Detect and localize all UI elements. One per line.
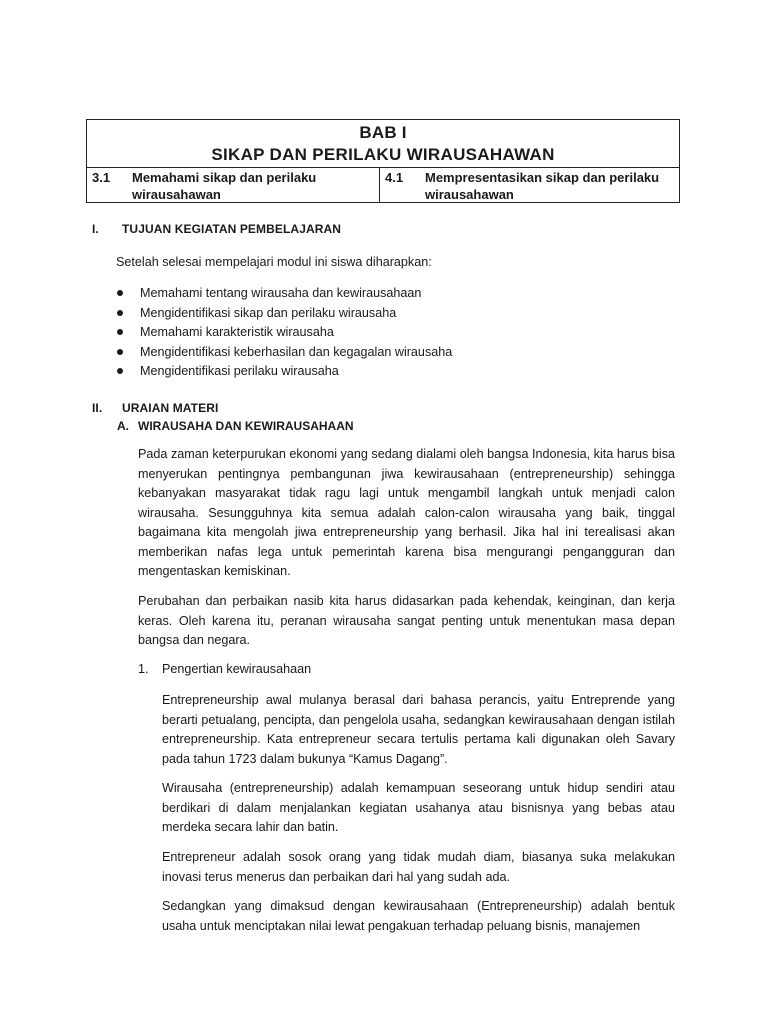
body-paragraph: Entrepreneurship awal mulanya berasal dari bahasa perancis, yaitu Entreprende yang berarti petualang, pencipta, dan pengelola usaha, sedangkan kewirausahaan dengan istilah entrepreneurship. Kata entrepreneur secara tertulis pertama kali digunakan oleh Savary pada tahun 1723 dalam bukunya “Kamus Dagang”. bbox=[162, 693, 675, 766]
section-number: I. bbox=[92, 222, 99, 236]
bullet-icon bbox=[117, 329, 123, 335]
list-item: Mengidentifikasi keberhasilan dan kegagalan wirausaha bbox=[116, 343, 452, 363]
numbered-heading-title: Pengertian kewirausahaan bbox=[162, 662, 312, 676]
bullet-icon bbox=[117, 310, 123, 316]
list-item: Memahami karakteristik wirausaha bbox=[116, 323, 452, 343]
body-paragraph: Perubahan dan perbaikan nasib kita harus didasarkan pada kehendak, keinginan, dan kerja keras. Oleh karena itu, peranan wirausaha sangat penting untuk menentukan masa depan bangsa dan negara. bbox=[138, 594, 675, 647]
chapter-title-block bbox=[87, 120, 679, 168]
section-number: II. bbox=[92, 401, 103, 415]
list-item: Memahami tentang wirausaha dan kewirausahaan bbox=[116, 284, 452, 304]
competency-text: Memahami sikap dan perilaku wirausahawan bbox=[132, 170, 317, 202]
section-heading-2 bbox=[92, 401, 218, 415]
competency-cell-3-1 bbox=[87, 168, 380, 203]
section-title: URAIAN MATERI bbox=[122, 401, 219, 415]
subsection-letter: A. bbox=[117, 419, 129, 433]
numbered-heading-1 bbox=[138, 662, 311, 676]
list-item: Mengidentifikasi sikap dan perilaku wirausaha bbox=[116, 304, 452, 324]
objectives-list bbox=[116, 284, 452, 382]
bullet-icon bbox=[117, 368, 123, 374]
competency-number: 4.1 bbox=[385, 170, 404, 185]
subsection-heading-a bbox=[117, 419, 354, 433]
subsection-title: WIRAUSAHA DAN KEWIRAUSAHAAN bbox=[138, 419, 354, 433]
chapter-title: SIKAP DAN PERILAKU WIRAUSAHAWAN bbox=[211, 145, 555, 164]
body-paragraph: Sedangkan yang dimaksud dengan kewirausahaan (Entrepreneurship) adalah bentuk usaha untuk menciptakan nilai lewat pengakuan terhadap peluang bisnis, manajemen bbox=[162, 899, 675, 933]
body-paragraph: Entrepreneur adalah sosok orang yang tidak mudah diam, biasanya suka melakukan inovasi terus menerus dan perbaikan dari hal yang sudah ada. bbox=[162, 850, 675, 884]
section-title: TUJUAN KEGIATAN PEMBELAJARAN bbox=[122, 222, 342, 236]
body-paragraph: Wirausaha (entrepreneurship) adalah kemampuan seseorang untuk hidup sendiri atau berdikari di dalam menjalankan kegiatan usahanya atau bisnisnya yang bebas atau merdeka secara lahir dan batin. bbox=[162, 781, 675, 834]
section-heading-1 bbox=[92, 222, 341, 236]
competency-row bbox=[87, 168, 679, 203]
competency-cell-4-1 bbox=[380, 168, 679, 203]
competency-number: 3.1 bbox=[92, 170, 111, 185]
numbered-heading-number: 1. bbox=[138, 662, 149, 676]
chapter-number: BAB I bbox=[359, 123, 407, 142]
body-paragraph: Pada zaman keterpurukan ekonomi yang sedang dialami oleh bangsa Indonesia, kita harus bisa menyerukan pentingnya pembangunan jiwa kewirausahaan (entrepreneurship) sehingga kebanyakan masyarakat tidak ragu lagi untuk mengambil langkah untuk menjadi calon wirausaha. Sesungguhnya kita semua adalah calon-calon wirausaha yang baik, tinggal bagaimana kita mengolah jiwa entrepreneurship yang berhasil. Jika hal ini terealisasi akan memberikan nafas lega untuk pemerintah karena bisa mengurangi pengangguran dan mengentaskan kemiskinan. bbox=[138, 447, 675, 578]
competency-text: Mempresentasikan sikap dan perilaku wirausahawan bbox=[425, 170, 660, 202]
objectives-intro: Setelah selesai mempelajari modul ini siswa diharapkan: bbox=[116, 255, 432, 269]
list-item: Mengidentifikasi perilaku wirausaha bbox=[116, 362, 452, 382]
bullet-icon bbox=[117, 290, 123, 296]
bullet-icon bbox=[117, 349, 123, 355]
chapter-header-box bbox=[86, 119, 680, 203]
